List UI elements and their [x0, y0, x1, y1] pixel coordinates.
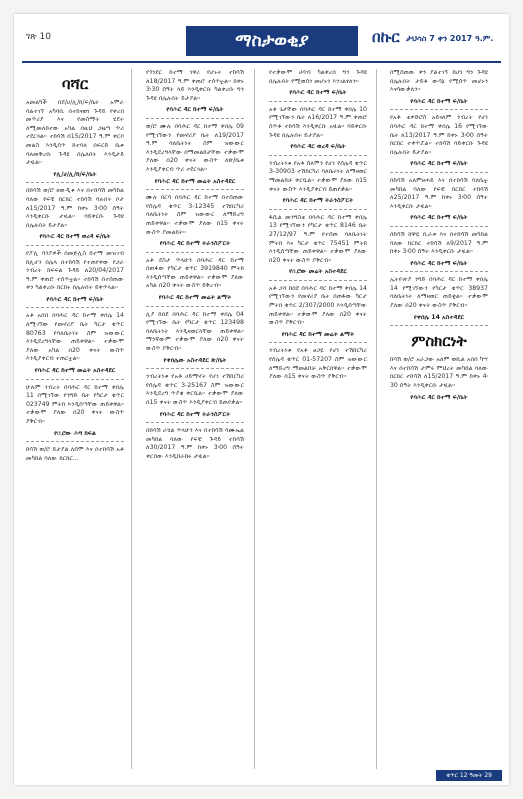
- notice-signature: የባሕር ዳር ከተማ ፍ/ቤት: [410, 97, 468, 105]
- column-1: [26, 69, 124, 771]
- notice-separator: [26, 441, 124, 442]
- notice-separator: [146, 368, 244, 369]
- notice-text: ፋሲል መንግስቴ በባሕር ዳር ከተማ ቀበሌ 13 የሚገኘውን የካርታ ቁጥር 8146 ቤት 27/12/97 ዓ.ም የተሰጠ ባለቤትነት ምትክ እና ካርታ ቁጥር 75451 ምትክ እንዲሰጣቸው ጠይቀዋል፡፡ ተቃውሞ ያለው በ20 ቀናት ውስጥ ያቅርብ፡፡: [269, 213, 367, 264]
- notice-text: አቶ አበበ በባሕር ዳር ከተማ ቀበሌ 14 ለሚገኘው የመኖሪያ ቤት ካርታ ቁጥር 80763 የባለቤትነት ስም ዝውውር እንዲደረግላቸው ጠይቀዋል፡፡ ተቃውሞ ያለው አካል በ20 ቀናት ውስጥ እንዲያቀርብ ተጠርቷል፡፡: [26, 312, 124, 363]
- notice-text: ከሳሽ ወ/ሮ አራጋው አለም ወኪል አበበ ካሣ እና በተከሳሽ ታምሩ ምህረት መካከል ባለው ክርክር ተከሳሽ ለ15/2017 ዓ.ም ከቀኑ 4፡30 ሰዓት እንዲቀርቡ ታዟል፡፡: [390, 356, 488, 390]
- issue-date: ታህሳስ 7 ቀን 2017 ዓ.ም.: [406, 34, 494, 43]
- page-number: ገጽ 10: [26, 32, 52, 42]
- section-heading: ባሻር: [61, 75, 89, 93]
- section-banner: ማስታወቂያ: [186, 26, 358, 56]
- notice-signature: የባሕር ዳር ከተማ ፍ/ቤት: [410, 160, 468, 168]
- notice-text: በከሳሽ ሸዋዬ ቢራቱ እና በተከሳሽ መካከል ባለው ክርክር ተከሳሽ ለ9/2017 ዓ.ም ከቀኑ 3፡00 ሰዓት እንዲቀርቡ ታዟል፡፡: [390, 230, 488, 256]
- notice-separator: [146, 118, 244, 119]
- notice-signature: የቀበሌው አስተዳደር ጽ/ቤት: [163, 356, 227, 364]
- notice-separator: [146, 189, 244, 190]
- notice-signature: የባሕር ዳር ከተማ መሬት ልማት: [158, 294, 232, 302]
- notice-text: ኢትዮጵያ ንግድ በባሕር ዳር ከተማ ቀበሌ 14 የሚገኘውን የካርታ ቁጥር 38937 ባለቤትነት ለማዛወር ጠይቋል፡፡ ተቃውሞ ያለው በ20 ቀናት ውስጥ ያቅርብ፡፡: [390, 276, 488, 310]
- notice-signature: የባሕር ዳር ከተማ ትራንስፖርት: [282, 197, 354, 205]
- notice-separator: [26, 182, 124, 183]
- column-divider: [131, 69, 132, 769]
- notice-separator: [390, 172, 488, 173]
- notice-text: በከሳሽ ወ/ሮ ዘውዲቱ እና በተከሳሽ መካከል ባለው የፍቺ ክርክር ተከሳሽ ባሉበት ቦታ ለ15/2017 ዓ.ም ከቀኑ 3፡00 ሰዓት እንዲቀርቡ ታዟል፡፡ ባይቀርቡ ጉዳዩ በሌሉበት ይታያል፡፡: [26, 187, 124, 229]
- notice-signature: የሊ/ሀ/ሊ/ከ/ፍ/ቤት: [53, 170, 97, 178]
- notice-text: ሙሉ በርሳ በባሕር ዳር ከተማ በተሰጠው የሰሌዳ ቁጥር 3-12345 ተሽከርካሪ ባለቤትነት ስም ዝውውር ለማድረግ ጠይቀዋል፡፡ ተቃውሞ ያለው በ15 ቀናት ውስጥ ያመልክት፡፡: [146, 194, 244, 236]
- notice-signature: የባሕር ዳር ከተማ ፍ/ቤት: [46, 295, 104, 303]
- notice-text: አመልካች በደ/ሀ/ሊ/ከ/ፍ/ቤት አሞራ ባልተገኘ አካባቢ በተከናወነ ጉዳይ የቀረበ መጥሪያ እና የመስማት ሂደት ለሚመለከተው አካል በዚህ ጋዜጣ ጥሪ ተደርጓል፡፡ ተከሳሽ በ15/2017 ዓ.ም ቀርቦ መልስ እንዲሰጥ ከተባለ በፍርድ ቤቱ ባለመቅረቡ ጉዳዩ በሌለበት እንዲታይ ታዟል፡፡: [26, 99, 124, 167]
- notice-text: የአቶ ቴዎድሮስ አይናለም ንብረት የሆነ በባሕር ዳር ከተማ ቀበሌ 16 የሚገኘው ቤት ለ13/2017 ዓ.ም ከቀኑ 3፡00 ሰዓት ክርክር ተቀጥሯል፡፡ ተከሳሽ ባይቀርቡ ጉዳዩ በሌሉበት ይታያል፡፡: [390, 114, 488, 156]
- notice-separator: [269, 209, 367, 210]
- paper-name: በኩር: [372, 28, 400, 46]
- notice-separator: [146, 306, 244, 307]
- notice-text: በሚሰጠው ቀን ያልተገኘ ከሆነ ግን ጉዳዩ በሌሉበት ታይቶ ውሳኔ የሚሰጥ መሆኑን እናሳውቃለን፡፡: [390, 69, 488, 94]
- newspaper-page: [14, 14, 509, 785]
- notice-signature: የቢሮው መሬት አስተዳደር: [289, 268, 347, 276]
- notice-separator: [146, 422, 244, 423]
- notice-text: ንብረትነቱ የአቶ ሰለሞን የሆነ የሰሌዳ ቁጥር 3-30903 ተሽከርካሪ ባለቤትነት ለማዛወር ማመልከቻ ቀርቧል፡፡ ተቃውሞ ያለው በ15 ቀናት ውስጥ እንዲያቀርብ ይጠየቃል፡፡: [269, 159, 367, 193]
- notice-separator: [26, 307, 124, 308]
- notice-signature: የባሕር ዳር ከተማ ፍ/ቤት: [166, 106, 224, 114]
- notice-signature: የባሕር ዳር ከተማ መሬት አስተዳደር: [34, 367, 116, 375]
- notice-text: ንብረትነቱ የአቶ ሀይማኖት የሆነ ተሽከርካሪ የሰሌዳ ቁጥር 3-25167 ስም ዝውውር እንዲደረግ ጥያቄ ቀርቧል፡፡ ተቃውሞ ያለው በ15 ቀናት ውስጥ እንዲያቀርብ ይጠየቃል፡፡: [146, 373, 244, 406]
- notice-separator: [269, 101, 367, 102]
- notice-signature: የባሕር ዳር ከተማ ፍ/ቤት: [410, 214, 468, 222]
- page-header: [14, 14, 509, 62]
- notice-separator: [26, 245, 124, 246]
- column-2: [146, 69, 244, 771]
- notice-separator: [269, 342, 367, 343]
- notice-separator: [390, 271, 488, 272]
- column-3: [269, 69, 367, 771]
- notice-signature: የባሕር ዳር ከተማ ፍ/ቤት: [410, 259, 468, 267]
- notice-text: በከሳሽ ራሄል ጥላሁን እና በተከሳሽ ሳሙኤል መካከል ባለው የፍቺ ጉዳይ ተከሳሽ ለ30/2017 ዓ.ም ከቀኑ 3፡00 ሰዓት ቀርበው እንዲከራከሩ ታዟል፡፡: [146, 427, 244, 460]
- notice-separator: [146, 252, 244, 253]
- notice-signature: የባሕር ዳር ከተማ ፍ/ቤት: [410, 393, 468, 401]
- notice-text: በከሳሽ አለምፀሐይ እና በተከሳሽ ባለቤቷ መካከል ባለው የፍቺ ክርክር ተከሳሽ ለ25/2017 ዓ.ም ከቀኑ 3፡00 ሰዓት እንዲቀርቡ ታዟል፡፡: [390, 176, 488, 210]
- notice-text: ሊያ ከበደ በባሕር ዳር ከተማ ቀበሌ 04 የሚገኘው ቤት የካርታ ቁጥር 123498 ባለቤትነት እንዲዛወርላቸው ጠይቀዋል፡፡ ማንኛውም ተቃውሞ ያለው በ20 ቀናት ውስጥ ያቅርብ፡፡: [146, 310, 244, 353]
- notice-text: አቶ ጌታቸው በባሕር ዳር ከተማ ቀበሌ 10 የሚገኘውን ቤት ለ16/2017 ዓ.ም ቀጠሮ ሰጥቶ ተከሳሽ እንዲቀርቡ አዟል፡፡ ባይቀርቡ ጉዳዩ በሌሉበት ይታያል፡፡: [269, 105, 367, 139]
- notice-signature: የቀበሌ 14 አስተዳደር: [413, 313, 465, 321]
- notice-signature: የቢሮው ሕግ ክፍል: [54, 429, 96, 437]
- notice-signature: የባሕር ዳር ከተማ መሬት ልማት: [281, 330, 355, 338]
- notice-separator: [390, 226, 488, 227]
- notice-text: የፖሊ ባንያዎች በመጅሊስ ከተማ መዝገብ ከሊሆን በሌላ በተከሳሽ የተጠየቀው የጋራ ንብረት ክፍፍል ጉዳይ ለ20/04/2017 ዓ.ም ቀጠሮ ተሰጥቷል፡፡ ተከሳሽ በተሰጠው ቀን ካልቀረቡ ክርክሩ በሌሉበት ይቀጥላል፡፡: [26, 249, 124, 292]
- column-divider: [376, 69, 377, 769]
- notice-text: የጎንደር ከተማ ነዋሪ የሆኑት ተከሳሽ ለ18/2017 ዓ.ም ቀጠሮ ተሰጥቷል፡፡ ከቀኑ 3፡30 ሰዓት ላይ እንዲቀርቡ ካልቀረቡ ግን ጉዳዩ በሌሉበት ይታያል፡፡: [146, 69, 244, 102]
- section-heading: ምስክርነት: [411, 332, 467, 351]
- footer-badge: ቁጥር 12 ዓመት 29: [436, 770, 502, 781]
- notice-text: አቶ ጋሻ ከበደ በባሕር ዳር ከተማ ቀበሌ 14 የሚገኘውን የመኖሪያ ቤት በጠፋው ካርታ ምትክ ቁጥር 2/307/2000 እንዲሰጣቸው ጠይቀዋል፡፡ ተቃውሞ ያለው በ20 ቀናት ውስጥ ያቅርብ፡፡: [269, 284, 367, 327]
- notice-signature: የባሕር ዳር ከተማ ወረዳ ፍ/ቤት: [39, 233, 111, 241]
- column-divider: [254, 69, 255, 769]
- header-rule: [22, 61, 501, 63]
- notice-text: ንብረትነቱ የአቶ ፀጋዬ የሆነ ተሽከርካሪ የሰሌዳ ቁጥር 01-57207 ስም ዝውውር ለማድረግ ማመልከቻ አቅርበዋል፡፡ ተቃውሞ ያለው በ15 ቀናት ውስጥ ያቅርብ፡፡: [269, 347, 367, 381]
- notice-separator: [269, 155, 367, 156]
- notice-text: የተቃውሞ ሀሳብ ካልቀረበ ግን ጉዳዩ በሌሉበት የሚወሰን መሆኑን እንገልፃለን፡፡: [269, 69, 367, 85]
- notice-signature: የባሕር ዳር ከተማ ትራንስፖርት: [159, 240, 231, 248]
- notice-text: ወ/ሮ ሙሉ በባሕር ዳር ከተማ ቀበሌ 09 የሚገኘውን የመኖሪያ ቤት ለ19/2017 ዓ.ም ባለቤትነት ስም ዝውውር እንዲደረግላቸው በማመልከታቸው ተቃውሞ ያለው በ20 ቀናት ውስጥ ለጽ/ቤቱ እንዲያቀርብ ጥሪ ተደርጓል፡፡: [146, 122, 244, 173]
- notice-signature: የባሕር ዳር ከተማ መሬት አስተዳደር: [154, 177, 236, 185]
- notice-text: ሁሉም ንብረት በባሕር ዳር ከተማ ቀበሌ 11 በሚገኘው የንግድ ቤት የካርታ ቁጥር 023749 ምትክ እንዲሰጣቸው ጠይቀዋል፡፡ ተቃውሞ ያለው በ20 ቀናት ውስጥ ያቅርብ፡፡: [26, 383, 124, 425]
- notice-signature: የባሕር ዳር ወረዳ ፍ/ቤት: [290, 143, 346, 151]
- column-4: [390, 69, 488, 771]
- notice-text: አቶ ደስታ ጥላሁን በባሕር ዳር ከተማ በጠፋው የካርታ ቁጥር 3919840 ምትክ እንዲሰጣቸው ጠይቀዋል፡፡ ተቃውሞ ያለው አካል በ20 ቀናት ውስጥ ይቅረብ፡፡: [146, 256, 244, 290]
- notice-separator: [390, 109, 488, 110]
- notice-signature: የባሕር ዳር ከተማ ትራንስፖርት: [159, 410, 231, 418]
- notice-separator: [390, 325, 488, 326]
- notice-signature: የባሕር ዳር ከተማ ፍ/ቤት: [289, 89, 347, 97]
- notice-separator: [26, 379, 124, 380]
- notice-separator: [269, 280, 367, 281]
- notice-text: ከሳሽ ወ/ሮ ይታያል ለሰሞ እና በተከሳሽ አቶ መካከል ባለው ክርክር...: [26, 446, 124, 462]
